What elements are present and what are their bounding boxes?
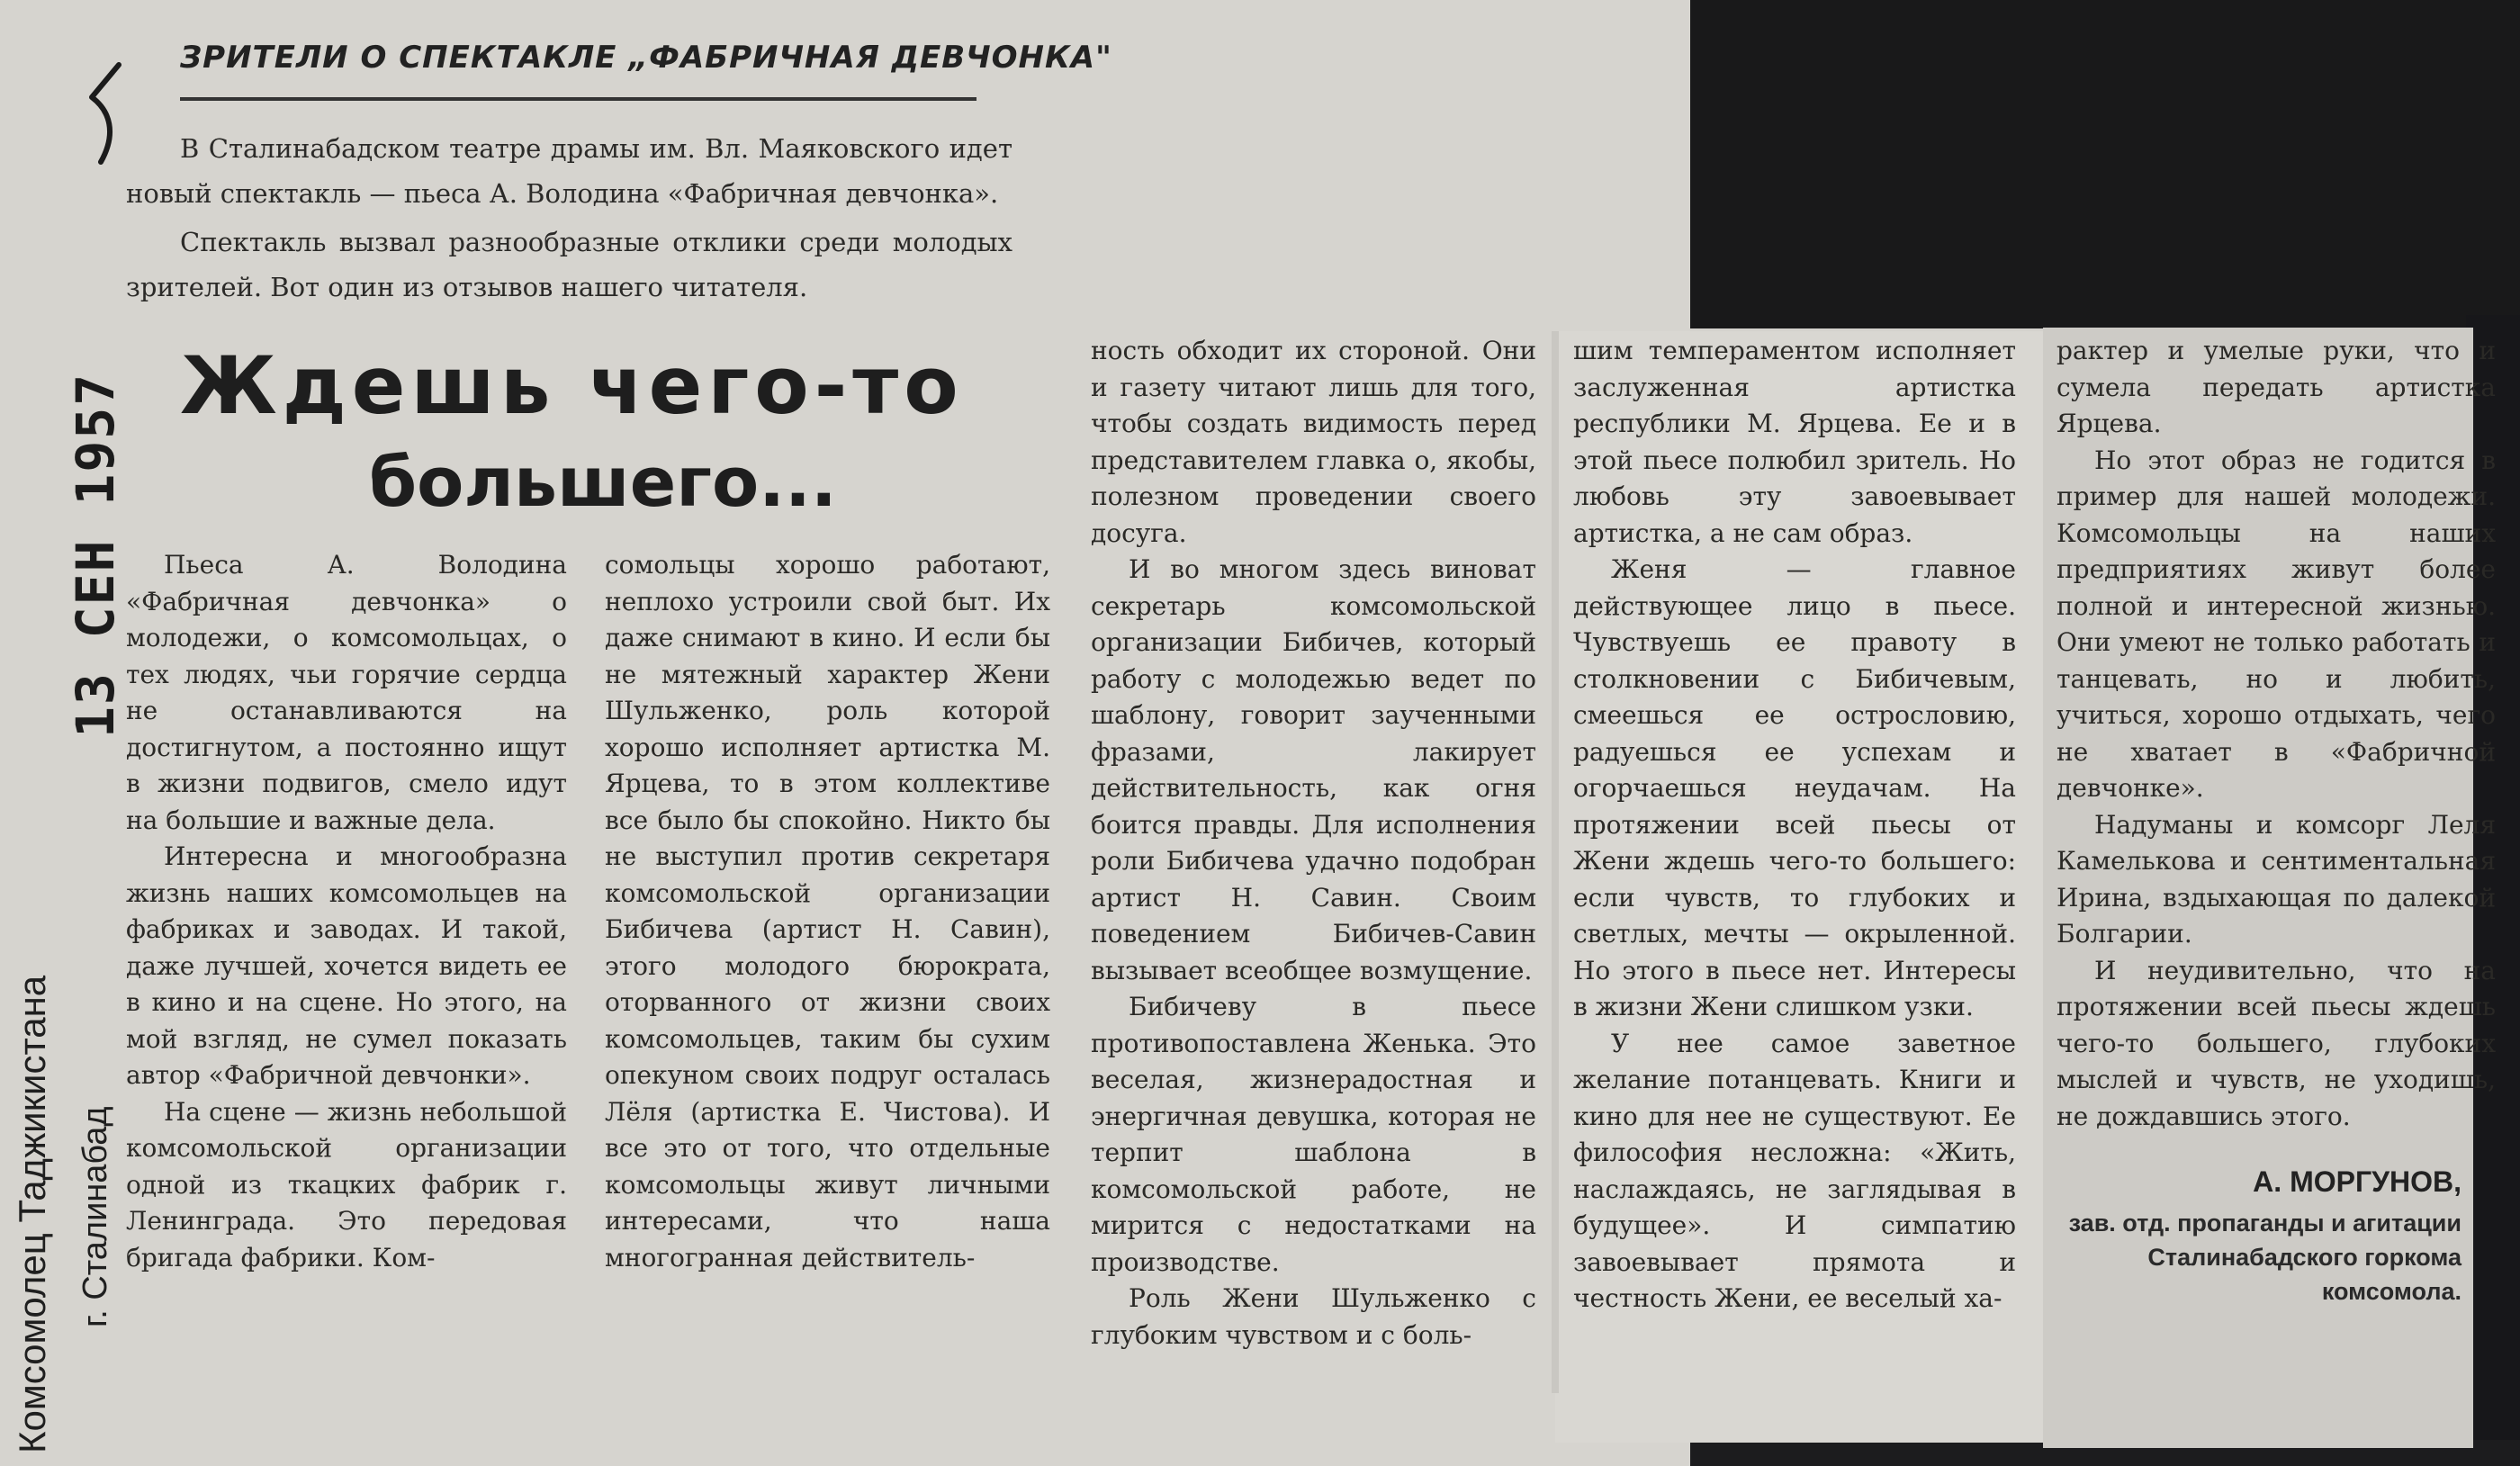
clipping-fold-shadow [1552, 331, 1559, 1393]
article-column-2 [605, 547, 1050, 1276]
article-column-5 [2056, 333, 2496, 1135]
rubric-underline [180, 97, 976, 101]
date-stamp: 13 СЕН 1957 [65, 372, 126, 738]
column-paragraph: ность обходит их стороной. Они и газету читают лишь для того, чтобы создать видимость перед представителем главка о, якобы, полезном проведении своего досуга. [1091, 336, 1536, 548]
author-title: зав. отд. пропаганды и агитации Сталинабадского горкома комсомола. [2068, 1210, 2462, 1305]
column-paragraph: Интересна и многообразна жизнь наших комсомольцев на фабриках и заводах. И такой, даже лучшей, хочется видеть ее в кино и на сцене. Но этого, на мой взгляд, не сумел показать автор «Фабричной девчонки». [126, 841, 567, 1090]
column-paragraph: Роль Жени Шульженко с глубоким чувством и с боль- [1091, 1283, 1536, 1350]
column-paragraph: Но этот образ не годится в пример для нашей молодежи. Комсомольцы на наших предприятиях живут более полной и интересной жизнью. Они умеют не только работать и танцевать, но и любить, учиться, хорошо отдыхать, чего не хватает в «Фабричной девчонке». [2056, 445, 2496, 803]
column-paragraph: сомольцы хорошо работают, неплохо устроили свой быт. Их даже снимают в кино. И если бы не мятежный характер Жени Шульженко, роль которой хорошо исполняет артистка М. Ярцева, то в этом коллективе все было бы спокойно. Никто бы не выступил против секретаря комсомольской организации Бибичева (артист Н. Савин), этого молодого бюрократа, оторванного от жизни своих комсомольцев, таким бы сухим опекуном своих подруг осталась Лёля (артистка Е. Чистова). И все это от того, что отдельные комсомольцы живут личными интересами, что наша многогранная действитель- [605, 550, 1050, 1273]
author-name: А. МОРГУНОВ, [2253, 1165, 2462, 1198]
article-column-4 [1573, 333, 2016, 1318]
headline-line-2: большего... [369, 442, 837, 522]
article-column-3 [1091, 333, 1536, 1354]
column-paragraph: Бибичеву в пьесе противопоставлена Женька. Это веселая, жизнерадостная и энергичная девушка, которая не терпит шаблона в комсомольской работе, не мирится с недостатками на производстве. [1091, 992, 1536, 1277]
headline-line-1: Ждешь чего-то [180, 339, 964, 432]
newspaper-name: Комсомолец Таджикистана [11, 975, 53, 1453]
dark-background [1688, 0, 2520, 328]
column-paragraph: И во многом здесь виноват секретарь комсомольской организации Бибичев, который работу с молодежью ведет по шаблону, говорит заученными фразами, лакирует действительность, как огня боится правды. Для исполнения роли Бибичева удачно подобран артист Н. Савин. Своим поведением Бибичев-Савин вызывает всеобщее возмущение. [1091, 554, 1536, 985]
column-paragraph: У нее самое заветное желание потанцевать. Книги и кино для нее не существуют. Ее философия несложна: «Жить, наслаждаясь, не заглядывая в будущее». И симпатию завоевывает прямота и честность Жени, ее веселый ха- [1573, 1028, 2016, 1313]
column-paragraph: И неудивительно, что на протяжении всей пьесы ждешь чего-то большего, глубоких мыслей и чувств, не уходишь, не дождавшись этого. [2056, 955, 2496, 1131]
intro-block [126, 126, 1012, 310]
intro-paragraph: Спектакль вызвал разнообразные отклики среди молодых зрителей. Вот один из отзывов нашего читателя. [126, 227, 1012, 302]
city-label: г. Сталинабад [76, 1106, 114, 1327]
column-paragraph: рактер и умелые руки, что и сумела передать артистка Ярцева. [2056, 336, 2496, 438]
rubric-title: ЗРИТЕЛИ О СПЕКТАКЛЕ „ФАБРИЧНАЯ ДЕВЧОНКА" [180, 40, 1112, 76]
handwritten-number-mark [83, 61, 123, 169]
column-paragraph: Надуманы и комсорг Леля Камелькова и сентиментальная Ирина, вздыхающая по далекой Болгарии. [2056, 809, 2496, 949]
author-signature [2056, 1165, 2462, 1309]
column-paragraph: Женя — главное действующее лицо в пьесе. Чувствуешь ее правоту в столкновении с Бибичевым, смеешься ее остроcлoвию, радуешься ее успехам и огорчаешься неудачам. На протяжении всей пьесы от Жени ждешь чего-то большего: если чувств, то глубоких и светлых, мечты — окрыленной. Но этого в пьесе нет. Интересы в жизни Жени слишком узки. [1573, 554, 2016, 1021]
article-column-1 [126, 547, 567, 1276]
column-paragraph: Пьеса А. Володина «Фабричная девчонка» о молодежи, о комсомольцах, о тех людях, чьи горячие сердца не останавливаются на достигнутом, а постоянно ищут в жизни подвигов, смело идут на большие и важные дела. [126, 550, 567, 835]
intro-paragraph: В Сталинабадском театре драмы им. Вл. Маяковского идет новый спектакль — пьеса А. Володина «Фабричная девчонка». [126, 133, 1012, 209]
column-paragraph: На сцене — жизнь небольшой комсомольской организации одной из ткацких фабрик г. Ленинграда. Это передовая бригада фабрики. Ком- [126, 1096, 567, 1273]
column-paragraph: шим темпераментом исполняет заслуженная артистка республики М. Ярцева. Ее и в этой пьесе полюбил зритель. Но любовь эту завоевывает артистка, а не сам образ. [1573, 336, 2016, 548]
